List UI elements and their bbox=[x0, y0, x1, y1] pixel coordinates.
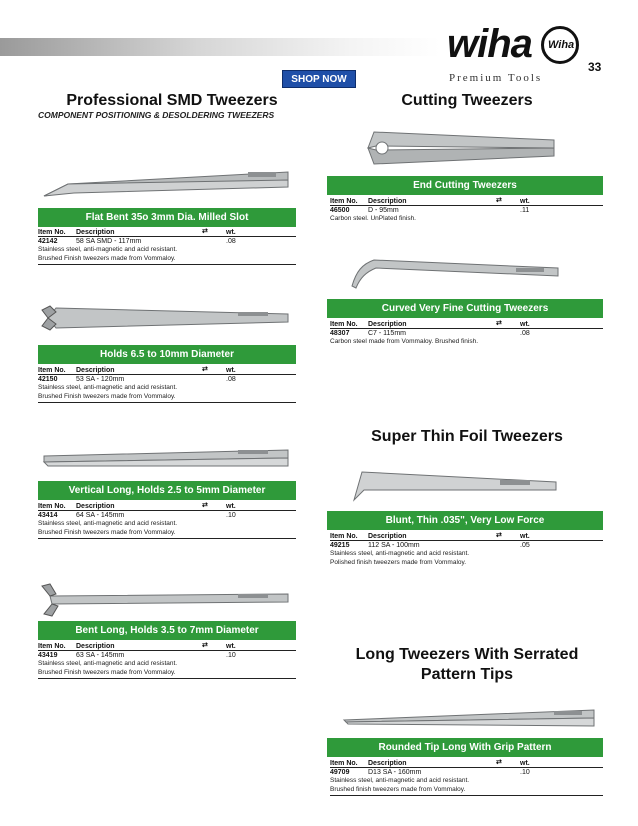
header-description: Description bbox=[368, 760, 407, 767]
table-header bbox=[38, 366, 296, 375]
item-weight: .10 bbox=[226, 512, 236, 519]
header-item-no: Item No. bbox=[38, 229, 66, 236]
product-note: Carbon steel made from Vommaloy. Brushed finish. bbox=[330, 338, 479, 345]
tweezers-image-49215 bbox=[350, 460, 564, 506]
product-note: Brushed Finish tweezers made from Vommaloy. bbox=[38, 668, 176, 676]
brand-badge-label: Wiha bbox=[548, 39, 575, 51]
table-header bbox=[38, 642, 296, 651]
product-table-49709 bbox=[330, 759, 603, 796]
header-wt: wt. bbox=[226, 503, 236, 510]
header-item-no: Item No. bbox=[38, 367, 66, 374]
item-description: C7 - 115mm bbox=[368, 330, 406, 337]
header-description: Description bbox=[368, 198, 407, 205]
item-number: 48307 bbox=[330, 330, 350, 337]
table-rule bbox=[330, 795, 603, 796]
table-header bbox=[330, 759, 603, 768]
product-bar-42150: Holds 6.5 to 10mm Diameter bbox=[38, 345, 296, 364]
item-weight: .08 bbox=[520, 330, 530, 337]
product-table-49215 bbox=[330, 532, 603, 567]
product-table-43419 bbox=[38, 642, 296, 679]
double-arrow-icon: ⇄ bbox=[202, 228, 208, 235]
product-table-42142 bbox=[38, 228, 296, 265]
double-arrow-icon: ⇄ bbox=[202, 642, 208, 649]
product-table-42150 bbox=[38, 366, 296, 403]
product-note: Stainless steel, anti-magnetic and acid resistant. bbox=[38, 660, 178, 667]
item-weight: .10 bbox=[226, 652, 236, 659]
product-note: Stainless steel, anti-magnetic and acid resistant. bbox=[38, 520, 178, 527]
table-header bbox=[330, 532, 603, 541]
section-title-cutting: Cutting Tweezers bbox=[401, 92, 533, 109]
product-note: Carbon steel. UnPlated finish. bbox=[330, 215, 416, 222]
item-weight: .08 bbox=[226, 376, 236, 383]
table-row bbox=[38, 237, 296, 246]
item-number: 43414 bbox=[38, 512, 58, 519]
header-wt: wt. bbox=[520, 198, 530, 205]
table-row bbox=[38, 375, 296, 384]
item-number: 49215 bbox=[330, 542, 350, 549]
header-item-no: Item No. bbox=[330, 321, 358, 328]
product-bar-42142: Flat Bent 35o 3mm Dia. Milled Slot bbox=[38, 208, 296, 227]
table-header bbox=[38, 228, 296, 237]
header-wt: wt. bbox=[226, 367, 236, 374]
header-description: Description bbox=[76, 643, 115, 650]
brand-badge bbox=[541, 26, 579, 64]
double-arrow-icon: ⇄ bbox=[496, 759, 502, 766]
product-note: Brushed Finish tweezers made from Vommaloy. bbox=[38, 254, 176, 262]
product-table-48307 bbox=[330, 320, 603, 347]
section-title-foil: Super Thin Foil Tweezers bbox=[371, 428, 563, 445]
table-row bbox=[330, 206, 603, 215]
product-bar-43414: Vertical Long, Holds 2.5 to 5mm Diameter bbox=[38, 481, 296, 500]
product-bar-49215: Blunt, Thin .035", Very Low Force bbox=[327, 511, 603, 530]
product-note: Stainless steel, anti-magnetic and acid resistant. bbox=[38, 246, 178, 253]
item-description: 63 SA - 145mm bbox=[76, 652, 125, 659]
table-rule bbox=[38, 402, 296, 403]
table-rule bbox=[38, 678, 296, 679]
product-bar-48307: Curved Very Fine Cutting Tweezers bbox=[327, 299, 603, 318]
product-note: Brushed finish tweezers made from Vommaloy. bbox=[330, 785, 466, 793]
product-note: Stainless steel, anti-magnetic and acid resistant. bbox=[330, 777, 470, 784]
product-table-46500 bbox=[330, 197, 603, 224]
item-weight: .05 bbox=[520, 542, 530, 549]
item-weight: .11 bbox=[520, 207, 530, 214]
item-description: 53 SA - 120mm bbox=[76, 376, 125, 383]
item-number: 42150 bbox=[38, 376, 58, 383]
tweezers-image-46500 bbox=[360, 124, 560, 172]
brand-wordmark: wiha bbox=[447, 22, 532, 66]
table-row bbox=[330, 541, 603, 550]
section-title-smd: Professional SMD Tweezers bbox=[66, 92, 278, 109]
double-arrow-icon: ⇄ bbox=[496, 197, 502, 204]
table-header bbox=[38, 502, 296, 511]
wiha-logo bbox=[447, 22, 587, 94]
double-arrow-icon: ⇄ bbox=[202, 502, 208, 509]
tweezers-image-48307 bbox=[346, 246, 566, 296]
item-number: 43419 bbox=[38, 652, 58, 659]
section-title-long-2: Pattern Tips bbox=[420, 666, 514, 683]
header-wt: wt. bbox=[520, 760, 530, 767]
product-note: Brushed Finish tweezers made from Vommaloy. bbox=[38, 528, 176, 536]
item-weight: .10 bbox=[520, 769, 530, 776]
product-note: Polished finish tweezers made from Vommaloy. bbox=[330, 558, 467, 566]
product-bar-43419: Bent Long, Holds 3.5 to 7mm Diameter bbox=[38, 621, 296, 640]
header-wt: wt. bbox=[226, 643, 236, 650]
header-description: Description bbox=[76, 229, 115, 236]
header-wt: wt. bbox=[520, 533, 530, 540]
header-wt: wt. bbox=[226, 229, 236, 236]
table-rule bbox=[38, 538, 296, 539]
header-description: Description bbox=[368, 321, 407, 328]
tweezers-image-49709 bbox=[340, 700, 602, 732]
item-description: 112 SA - 100mm bbox=[368, 542, 420, 549]
item-description: 64 SA - 145mm bbox=[76, 512, 125, 519]
page-number: 33 bbox=[588, 60, 602, 74]
header-description: Description bbox=[76, 503, 115, 510]
header-item-no: Item No. bbox=[38, 503, 66, 510]
product-table-43414 bbox=[38, 502, 296, 539]
header-wt: wt. bbox=[520, 321, 530, 328]
item-number: 49709 bbox=[330, 769, 350, 776]
section-title-long-1: Long Tweezers With Serrated bbox=[355, 646, 579, 663]
double-arrow-icon: ⇄ bbox=[202, 366, 208, 373]
header-item-no: Item No. bbox=[330, 760, 358, 767]
double-arrow-icon: ⇄ bbox=[496, 320, 502, 327]
header-description: Description bbox=[76, 367, 115, 374]
header-item-no: Item No. bbox=[330, 198, 358, 205]
product-bar-49709: Rounded Tip Long With Grip Pattern bbox=[327, 738, 603, 757]
item-weight: .08 bbox=[226, 238, 236, 245]
tweezers-image-43419 bbox=[38, 578, 298, 620]
product-note: Stainless steel, anti-magnetic and acid resistant. bbox=[330, 550, 470, 557]
product-note: Stainless steel, anti-magnetic and acid resistant. bbox=[38, 384, 178, 391]
header-item-no: Item No. bbox=[330, 533, 358, 540]
header-item-no: Item No. bbox=[38, 643, 66, 650]
table-row bbox=[38, 651, 296, 660]
shop-now-button[interactable]: SHOP NOW bbox=[282, 70, 356, 88]
tweezers-image-42142 bbox=[38, 160, 298, 204]
tweezers-image-42150 bbox=[38, 298, 298, 338]
table-rule bbox=[38, 264, 296, 265]
table-header bbox=[330, 320, 603, 329]
item-description: D - 95mm bbox=[368, 207, 399, 214]
item-number: 42142 bbox=[38, 238, 58, 245]
table-row bbox=[330, 329, 603, 338]
double-arrow-icon: ⇄ bbox=[496, 532, 502, 539]
header-description: Description bbox=[368, 533, 407, 540]
table-header bbox=[330, 197, 603, 206]
section-subtitle-smd: COMPONENT POSITIONING & DESOLDERING TWEEZERS bbox=[38, 110, 275, 120]
brand-tagline: Premium Tools bbox=[449, 72, 543, 84]
product-bar-46500: End Cutting Tweezers bbox=[327, 176, 603, 195]
item-description: D13 SA - 160mm bbox=[368, 769, 422, 776]
tweezers-image-43414 bbox=[38, 440, 298, 476]
item-description: 58 SA SMD - 117mm bbox=[76, 238, 142, 245]
header-gradient-bar bbox=[0, 38, 440, 56]
table-row bbox=[38, 511, 296, 520]
product-note: Brushed Finish tweezers made from Vommaloy. bbox=[38, 392, 176, 400]
table-row bbox=[330, 768, 603, 777]
item-number: 46500 bbox=[330, 207, 350, 214]
